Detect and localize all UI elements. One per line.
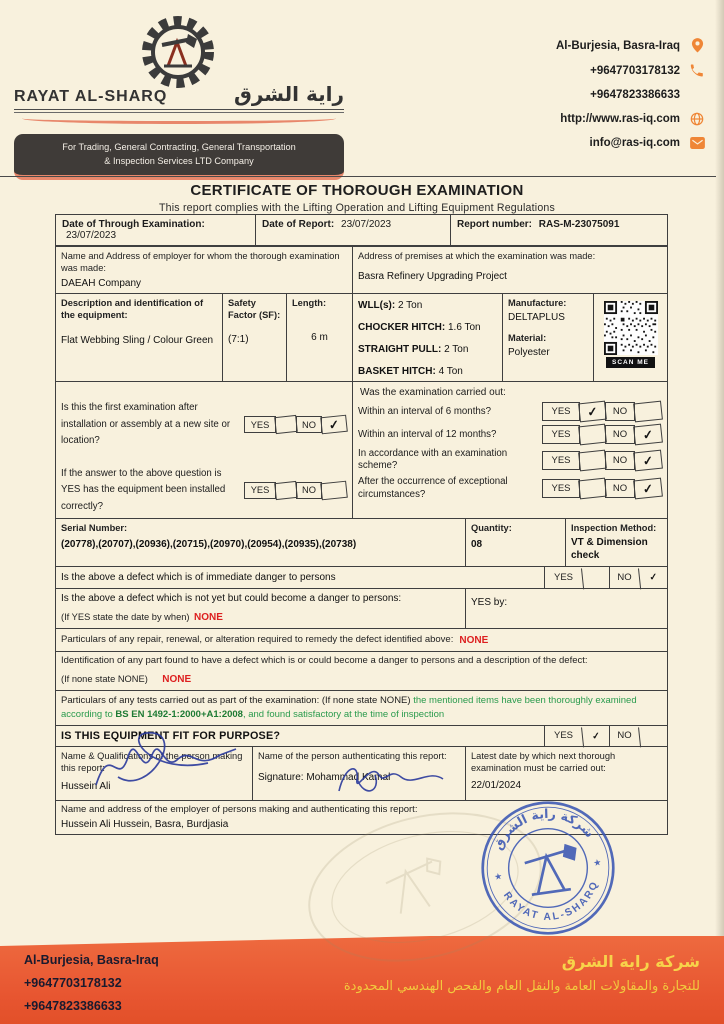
report-authenticator-cell <box>253 747 466 800</box>
material-label: Material: <box>508 333 547 344</box>
contact-address-row <box>468 38 708 53</box>
company-stamp <box>462 782 634 954</box>
equipment-desc-cell <box>56 294 223 381</box>
report-number-label: Report number: <box>457 219 532 230</box>
repairs-cell <box>56 629 667 651</box>
no-box: NO <box>605 479 635 498</box>
report-maker-label: Name & Qualifications of the person making this report: <box>61 750 243 774</box>
exam-date-cell <box>56 215 256 245</box>
report-date-cell <box>256 215 451 245</box>
first-exam-question: Is this the first examination after installation or assembly at a new site or location? <box>61 402 231 447</box>
immediate-danger-cell <box>56 567 544 588</box>
future-danger-label: Is the above a defect which is not yet but could become a danger to persons: <box>61 593 402 605</box>
employer-cell <box>56 247 353 293</box>
yes-checkbox: ✓ <box>578 401 607 423</box>
tests-cell <box>56 691 667 725</box>
serial-cell <box>56 519 466 566</box>
no-box: NO <box>296 416 322 433</box>
installed-question: If the answer to the above question is YES has the equipment been installed correctly? <box>61 467 226 512</box>
title-block <box>0 182 714 214</box>
contact-block <box>468 38 708 160</box>
immediate-danger-label: Is the above a defect which is of immediate danger to persons <box>61 572 336 584</box>
no-checkbox: ✓ <box>638 566 668 590</box>
no-checkbox <box>638 725 668 748</box>
certificate-title: CERTIFICATE OF THOROUGH EXAMINATION <box>190 182 524 199</box>
carried-out-heading: Was the examination carried out: <box>360 387 506 399</box>
future-danger-sub: (If YES state the date by when) <box>61 612 190 623</box>
table-row-examination <box>56 382 667 519</box>
svg-text:★: ★ <box>592 857 602 869</box>
no-checkbox <box>633 401 663 423</box>
defect-identification-value: NONE <box>162 674 192 686</box>
exceptional-circumstances-row <box>358 476 662 500</box>
company-logo <box>14 10 344 126</box>
yes-checkbox <box>274 481 298 500</box>
basket-label: BASKET HITCH: <box>358 366 436 378</box>
contact-phone2-row <box>468 89 708 101</box>
length-label: Length: <box>292 298 327 309</box>
stamp-english-text: RAYAT AL-SHARQ <box>501 878 602 923</box>
location-pin-icon <box>686 38 708 53</box>
future-danger-cell <box>56 589 466 628</box>
tagline-line2: & Inspection Services LTD Company <box>104 156 254 167</box>
report-authenticator-value: Signature: Mohammad Kamal <box>258 772 391 784</box>
no-checkbox: ✓ <box>633 449 663 471</box>
safety-factor-cell <box>223 294 287 381</box>
svg-text:RAYAT AL-SHARQ <box>500 877 605 929</box>
chocker-label: CHOCKER HITCH: <box>358 322 446 334</box>
contact-email: info@ras-iq.com <box>589 137 680 149</box>
globe-icon <box>686 112 708 126</box>
first-exam-cell <box>56 382 353 518</box>
scan-edge-shadow <box>715 0 724 936</box>
exam-scheme-row <box>358 448 662 472</box>
footer-address: Al-Burjesia, Basra-Iraq <box>24 953 159 967</box>
yes-by-cell <box>466 589 667 628</box>
footer-company-name-ar: شركة راية الشرق <box>561 952 700 971</box>
safety-factor-value: (7:1) <box>228 334 249 346</box>
length-value: 6 m <box>311 332 328 344</box>
question-label: Within an interval of 12 months? <box>358 428 497 440</box>
email-icon <box>686 137 708 149</box>
yes-checkbox <box>274 415 298 434</box>
exam-date-label: Date of Through Examination: <box>62 219 205 230</box>
exam-date-value: 23/07/2023 <box>66 230 117 241</box>
first-exam-answers <box>245 416 347 433</box>
stamp-arabic-text: شركة راية الشرق <box>489 805 598 853</box>
manufacture-cell <box>503 294 594 381</box>
signoff-employer-value: Hussein Ali Hussein, Basra, Burdjasia <box>61 819 229 831</box>
header-divider <box>0 176 716 177</box>
yes-box: YES <box>542 425 580 444</box>
no-checkbox: ✓ <box>633 478 663 500</box>
yes-checkbox <box>578 424 607 446</box>
table-row-fit-for-purpose <box>56 726 667 747</box>
no-box: NO <box>605 425 635 444</box>
report-number-cell <box>451 215 667 245</box>
no-checkbox <box>320 481 348 501</box>
premises-cell <box>353 247 667 293</box>
equipment-desc-value: Flat Webbing Sling / Colour Green <box>61 335 214 347</box>
repairs-label: Particulars of any repair, renewal, or alteration required to remedy the defect identified above: <box>61 633 454 645</box>
yes-box: YES <box>544 567 582 588</box>
no-box: NO <box>609 726 639 746</box>
serial-value: (20778),(20707),(20936),(20715),(20970),(20954),(20935),(20738) <box>61 539 357 551</box>
installed-question-row <box>61 466 347 515</box>
interval-12m-row <box>358 425 662 444</box>
yes-box: YES <box>542 451 580 470</box>
manufacture-value: DELTAPLUS <box>508 312 565 324</box>
svg-text:شركة راية الشرق <box>486 799 599 854</box>
table-row-serial <box>56 519 667 567</box>
length-cell <box>287 294 353 381</box>
table-row-employer <box>56 247 667 294</box>
tagline-line1: For Trading, General Contracting, General Transportation <box>62 142 296 152</box>
phone-icon <box>686 64 708 78</box>
wll-label: WLL(s): <box>358 300 396 312</box>
defect-identification-sub: (If none state NONE) <box>61 674 148 685</box>
no-box: NO <box>296 482 322 499</box>
no-box: NO <box>609 567 639 588</box>
tests-note-post: , and found satisfactory at the time of inspection <box>242 709 445 721</box>
first-exam-question-row <box>61 400 347 449</box>
question-label: In accordance with an examination scheme? <box>358 448 508 472</box>
quantity-value: 08 <box>471 539 483 551</box>
premises-value: Basra Refinery Upgrading Project <box>358 271 507 283</box>
yes-by-label: YES by: <box>471 597 508 609</box>
report-date-label: Date of Report: <box>262 219 335 230</box>
certificate-subtitle: This report complies with the Lifting Operation and Lifting Equipment Regulations <box>158 202 556 214</box>
signoff-employer-label: Name and address of the employer of persons making and authenticating this report: <box>61 803 418 815</box>
fit-for-purpose-answers <box>544 726 667 746</box>
yes-box: YES <box>244 482 276 499</box>
repairs-value: NONE <box>459 634 489 646</box>
contact-phone1-row <box>468 64 708 78</box>
premises-label: Address of premises at which the examination was made: <box>358 251 596 261</box>
quantity-label: Quantity: <box>471 523 512 534</box>
carried-out-cell <box>353 382 667 518</box>
report-maker-cell <box>56 747 253 800</box>
company-name-en: RAYAT AL-SHARQ <box>14 88 168 105</box>
interval-6m-row <box>358 402 662 421</box>
next-exam-value: 22/01/2024 <box>471 780 522 792</box>
table-row-tests <box>56 691 667 726</box>
safety-factor-label: Safety Factor (SF): <box>228 298 281 321</box>
straight-label: STRAIGHT PULL: <box>358 344 442 356</box>
quantity-cell <box>466 519 566 566</box>
svg-text:★: ★ <box>493 870 503 882</box>
future-danger-value: NONE <box>193 612 223 624</box>
table-row-equipment <box>56 294 667 382</box>
company-name-ar: راية الشرق <box>233 82 344 106</box>
employer-label: Name and Address of employer for whom the thorough examination was made: <box>61 251 340 274</box>
inspection-method-label: Inspection Method: <box>571 523 657 534</box>
report-maker-value: Hussein Ali <box>61 781 111 793</box>
contact-phone1: +9647703178132 <box>590 65 680 77</box>
immediate-danger-answers <box>544 567 667 588</box>
no-checkbox: ✓ <box>320 415 348 435</box>
equipment-desc-label: Description and identification of the equipment: <box>61 298 204 321</box>
table-row-future-danger <box>56 589 667 629</box>
inspection-method-value: VT & Dimension check <box>571 537 648 562</box>
logo-swoosh <box>22 113 336 124</box>
no-box: NO <box>605 451 635 470</box>
company-tagline <box>14 134 344 180</box>
basket-value: 4 Ton <box>438 366 463 378</box>
report-authenticator-label: Name of the person authenticating this report: <box>258 750 447 761</box>
next-exam-label: Latest date by which next thorough examination must be carried out: <box>471 750 616 774</box>
yes-box: YES <box>544 726 582 746</box>
footer-phone2: +9647823386633 <box>24 999 122 1014</box>
fit-for-purpose-label: IS THIS EQUIPMENT FIT FOR PURPOSE? <box>61 729 281 742</box>
tests-standard: BS EN 1492-1:2000+A1:2008 <box>115 709 243 721</box>
yes-box: YES <box>244 416 276 433</box>
yes-checkbox <box>581 566 610 590</box>
yes-box: YES <box>542 402 580 421</box>
material-value: Polyester <box>508 347 550 359</box>
defect-identification-cell <box>56 652 667 690</box>
tests-note-pre: the mentioned items have been thoroughly examined according to <box>61 695 637 721</box>
no-checkbox: ✓ <box>633 424 663 446</box>
manufacture-label: Manufacture: <box>508 298 567 309</box>
straight-value: 2 Ton <box>444 344 469 356</box>
report-date-value: 23/07/2023 <box>341 219 392 230</box>
contact-email-row <box>468 137 708 149</box>
contact-phone2: +9647823386633 <box>590 89 680 101</box>
table-row-immediate-danger <box>56 567 667 589</box>
fit-for-purpose-cell <box>56 726 544 746</box>
footer-contact <box>24 949 159 1024</box>
question-label: Within an interval of 6 months? <box>358 405 491 417</box>
no-box: NO <box>605 402 635 421</box>
report-number-value: RAS-M-23075091 <box>538 219 620 230</box>
table-row-defect-identification <box>56 652 667 691</box>
footer-phone1: +9647703178132 <box>24 976 122 991</box>
footer-company-desc-ar: للتجارة والمقاولات العامة والنقل العام والفحص الهندسي المحدودة <box>343 978 700 994</box>
wll-value: 2 Ton <box>398 300 423 312</box>
table-row-repairs <box>56 629 667 652</box>
yes-checkbox <box>578 478 607 500</box>
serial-label: Serial Number: <box>61 523 128 534</box>
logo-text <box>14 82 344 110</box>
certificate-table <box>55 246 668 835</box>
contact-address: Al-Burjesia, Basra-Iraq <box>556 39 680 52</box>
yes-checkbox: ✓ <box>581 725 610 748</box>
inspection-method-cell <box>566 519 667 566</box>
chocker-value: 1.6 Ton <box>448 322 481 334</box>
employer-value: DAEAH Company <box>61 278 142 290</box>
contact-website: http://www.ras-iq.com <box>560 113 680 125</box>
tests-label: Particulars of any tests carried out as part of the examination: (If none state NONE) <box>61 695 411 707</box>
yes-box: YES <box>542 479 580 498</box>
letterhead <box>14 10 354 174</box>
qr-cell <box>594 294 667 381</box>
stamp-pumpjack-icon <box>523 844 580 895</box>
qr-code <box>604 301 658 355</box>
yes-checkbox <box>578 449 607 471</box>
wll-cell <box>353 294 503 381</box>
installed-answers <box>245 482 347 499</box>
contact-website-row <box>468 112 708 126</box>
scan-me-label: SCAN ME <box>606 357 655 368</box>
question-label: After the occurrence of exceptional circumstances? <box>358 476 508 500</box>
dates-row <box>55 214 668 246</box>
defect-identification-label: Identification of any part found to have a defect which is or could become a danger to persons and a description of the defect: <box>61 655 588 667</box>
